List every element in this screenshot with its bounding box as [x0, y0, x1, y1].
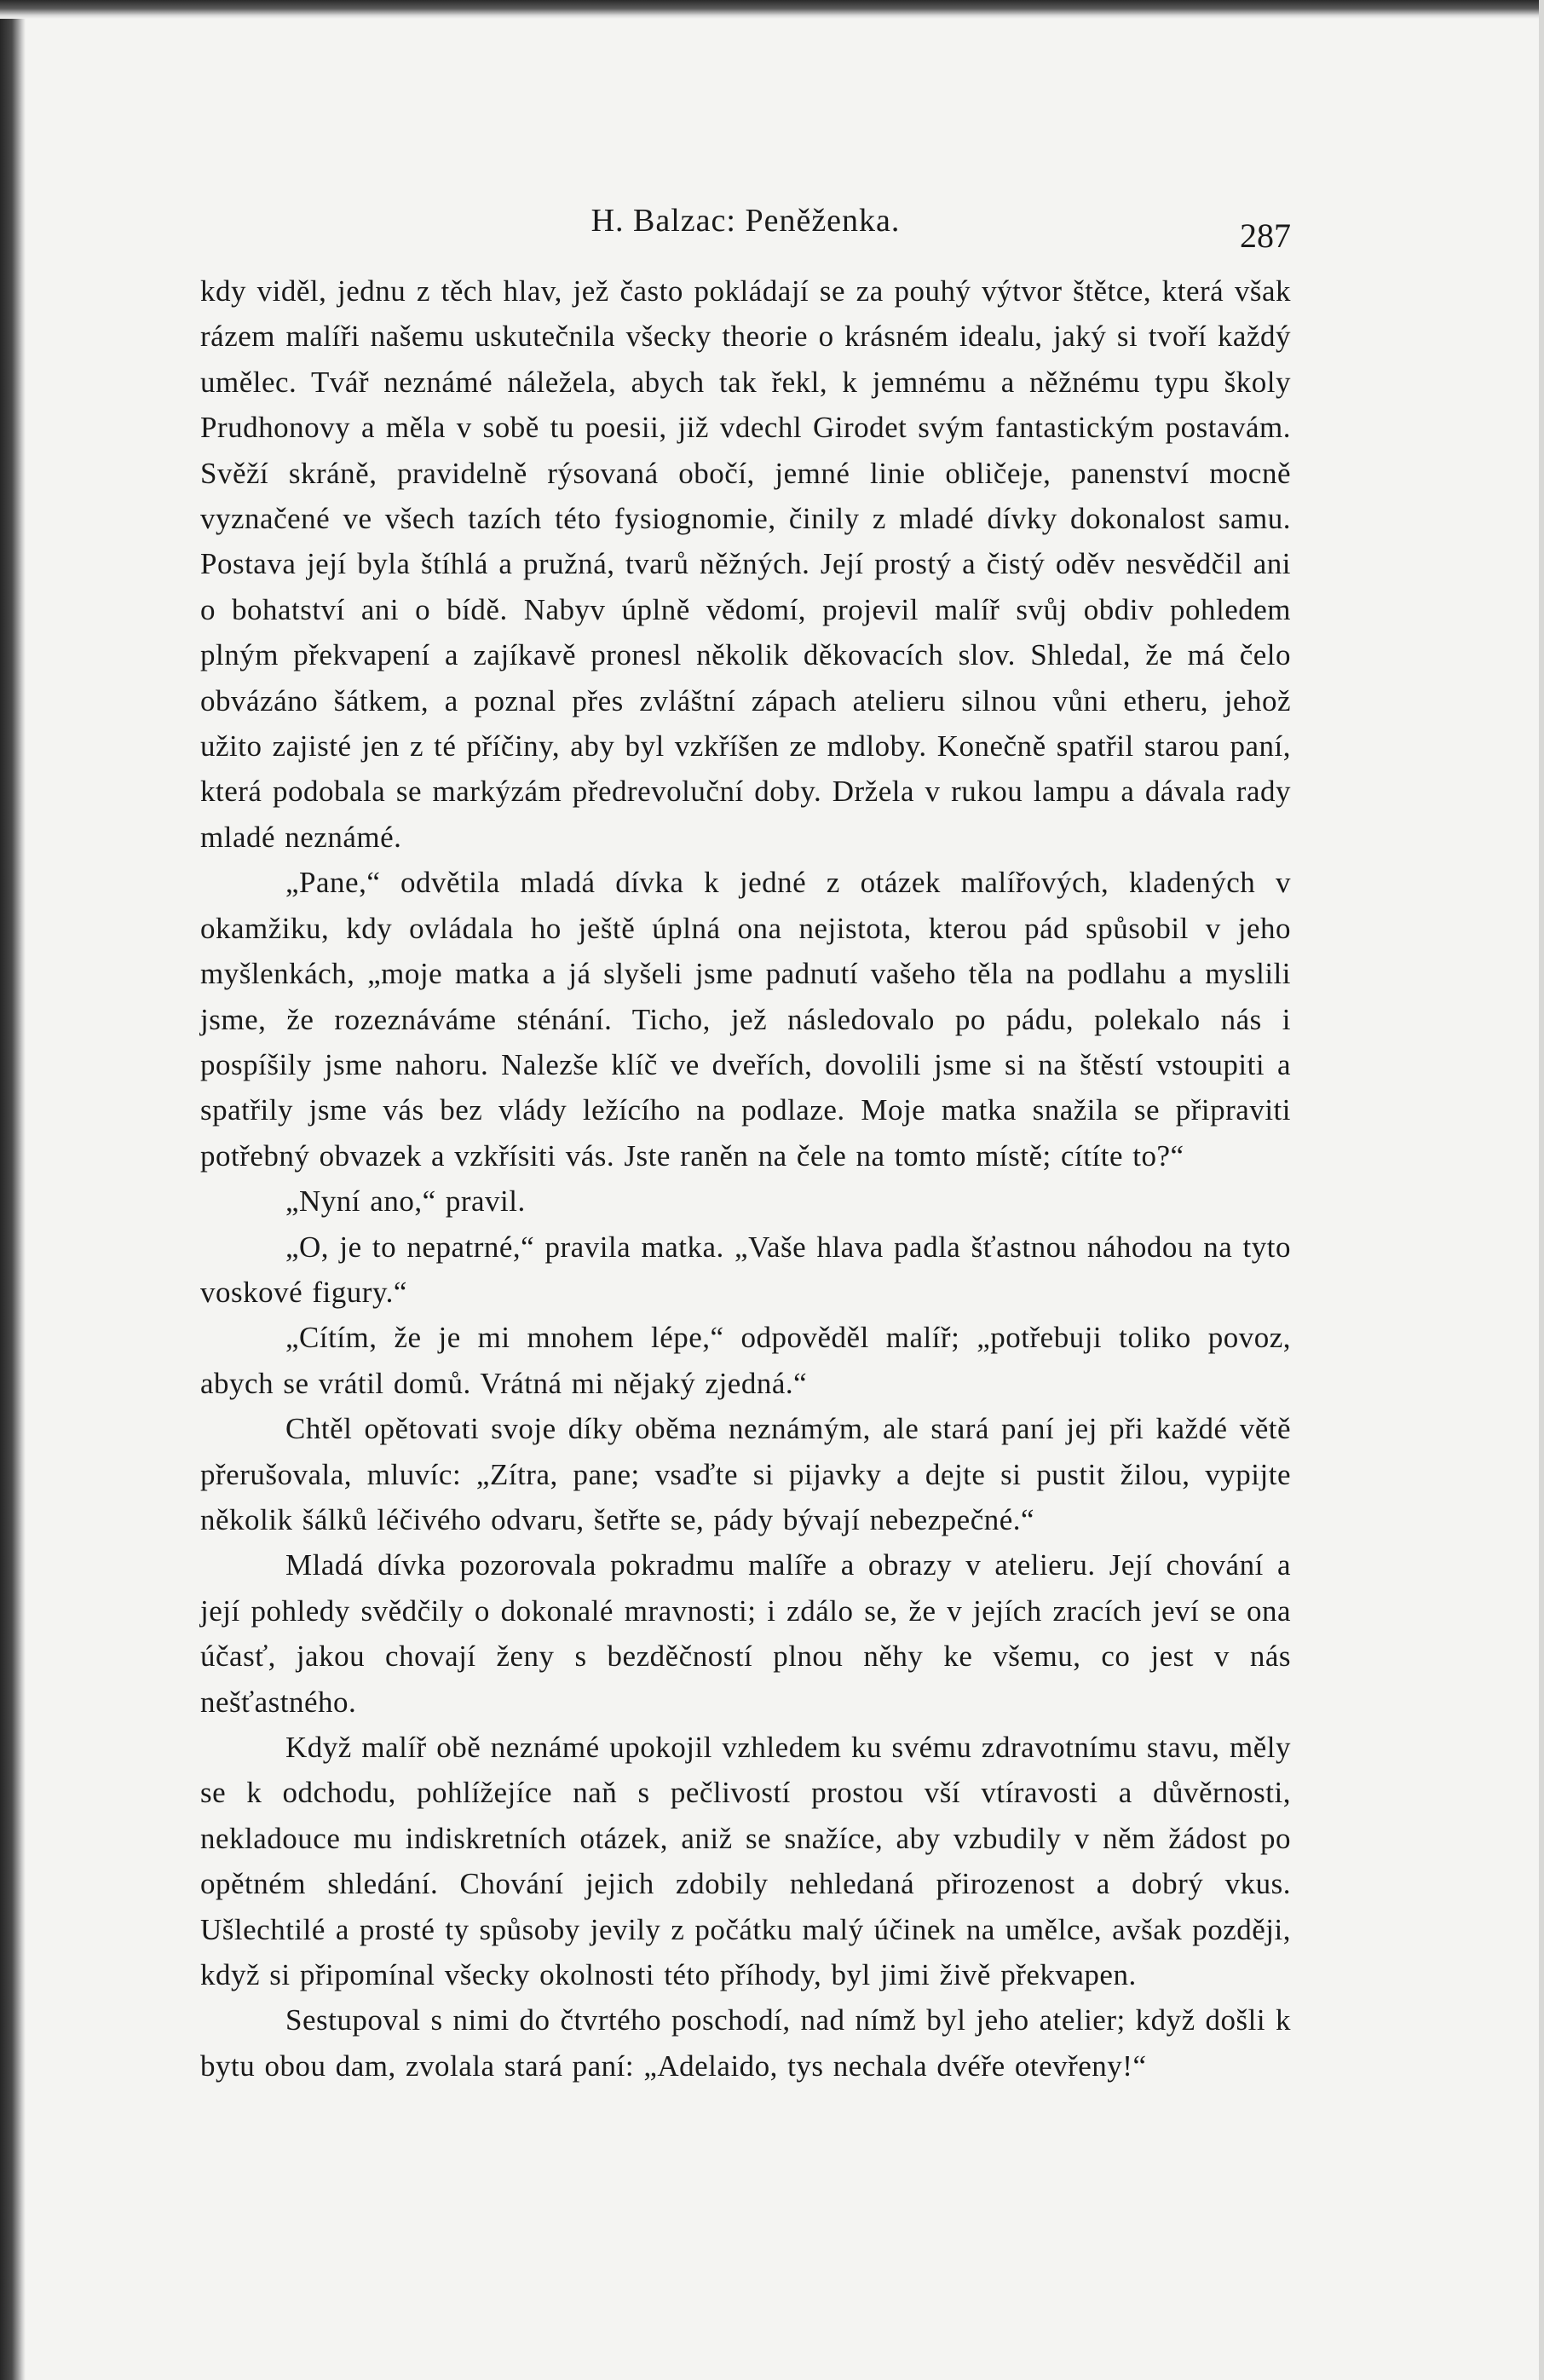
page-number: 287 [1240, 216, 1291, 255]
running-head [200, 192, 1291, 268]
paragraph: „Cítím, že je mi mnohem lépe,“ odpověděl malíř; „potřebuji toliko povoz, abych se vrátil domů. Vrátná mi nějaký zjedná.“ [200, 1321, 1291, 1400]
body-text [200, 268, 1291, 2089]
paragraph: „Nyní ano,“ pravil. [285, 1184, 526, 1219]
paragraph: „Pane,“ odvětila mladá dívka k jedné z otázek malířových, kladených v okamžiku, kdy ovládala ho ještě úplná ona nejistota, kterou pád spůsobil v jeho myšlenkách, „moje matka a já slyšeli jsme padnutí vašeho těla na podlahu a myslili jsme, že rozeznáváme sténání. Ticho, jež následovalo po pádu, polekalo nás i pospíšily jsme nahoru. Nalezše klíč ve dveřích, dovolili jsme si na štěstí vstoupiti a spatřily jsme vás bez vlády ležícího na podlaze. Moje matka snažila se připraviti potřebný obvazek a vzkřísiti vás. Jste raněn na čele na tomto místě; cítíte to?“ [200, 866, 1291, 1173]
running-title: H. Balzac: Peněženka. [591, 203, 901, 239]
paragraph: Chtěl opětovati svoje díky oběma neznámým, ale stará paní jej při každé větě přerušovala, mluvíc: „Zítra, pane; vsaďte si pijavky a dejte si pustit žilou, vypijte několik šálků léčivého odvaru, šetřte se, pády bývají nebezpečné.“ [200, 1412, 1291, 1536]
scan-shadow-left [0, 0, 26, 2380]
paragraph: Sestupoval s nimi do čtvrtého poschodí, nad nímž byl jeho atelier; když došli k bytu obou dam, zvolala stará paní: „Adelaido, tys nechala dvéře otevřeny!“ [200, 2003, 1291, 2083]
book-page [200, 192, 1291, 2089]
paragraph: Když malíř obě neznámé upokojil vzhledem ku svému zdravotnímu stavu, měly se k odchodu, pohlížejíce naň s pečlivostí prostou vší vtíravosti a důvěrnosti, nekladouce mu indiskretních otázek, aniž se snažíce, aby vzbudily v něm žádost po opětném shledání. Chování jejich zdobily nehledaná přirozenost a dobrý vkus. Ušlechtilé a prosté ty spůsoby jevily z počátku malý účinek na umělce, avšak později, když si připomínal všecky okolnosti této příhody, byl jimi živě překvapen. [200, 1731, 1291, 1992]
scan-shadow-right [1539, 0, 1544, 2380]
paragraph: „O, je to nepatrné,“ pravila matka. „Vaše hlava padla šťastnou náhodou na tyto voskové figury.“ [200, 1230, 1291, 1309]
paragraph: Mladá dívka pozorovala pokradmu malíře a obrazy v atelieru. Její chování a její pohledy svědčily o dokonalé mravnosti; i zdálo se, že v jejích zracích jeví se ona účasť, jakou chovají ženy s bezděčností plnou něhy ke všemu, co jest v nás nešťastného. [200, 1548, 1291, 1719]
paragraph: kdy viděl, jednu z těch hlav, jež často pokládají se za pouhý výtvor štětce, která však rázem malíři našemu uskutečnila všecky theorie o krásném idealu, jaký si tvoří každý umělec. Tvář neznámé náležela, abych tak řekl, k jemnému a něžnému typu školy Prudhonovy a měla v sobě tu poesii, již vdechl Girodet svým fantastickým postavám. Svěží skráně, pravidelně rýsovaná obočí, jemné linie obličeje, panenství mocně vyznačené ve všech tazích této fysiognomie, činily z mladé dívky dokonalost samu. Postava její byla štíhlá a pružná, tvarů něžných. Její prostý a čistý oděv nesvědčil ani o bohatství ani o bídě. Nabyv úplně vědomí, projevil malíř svůj obdiv pohledem plným překvapení a zajíkavě pronesl několik děkovacích slov. Shledal, že má čelo obvázáno šátkem, a poznal přes zvláštní zápach atelieru silnou vůni etheru, jehož užito zajisté jen z té příčiny, aby byl vzkříšen ze mdloby. Konečně spatřil starou paní, která podobala se markýzám předrevoluční doby. Držela v rukou lampu a dávala rady mladé neznámé. [200, 274, 1291, 854]
scan-shadow-top [0, 0, 1544, 19]
